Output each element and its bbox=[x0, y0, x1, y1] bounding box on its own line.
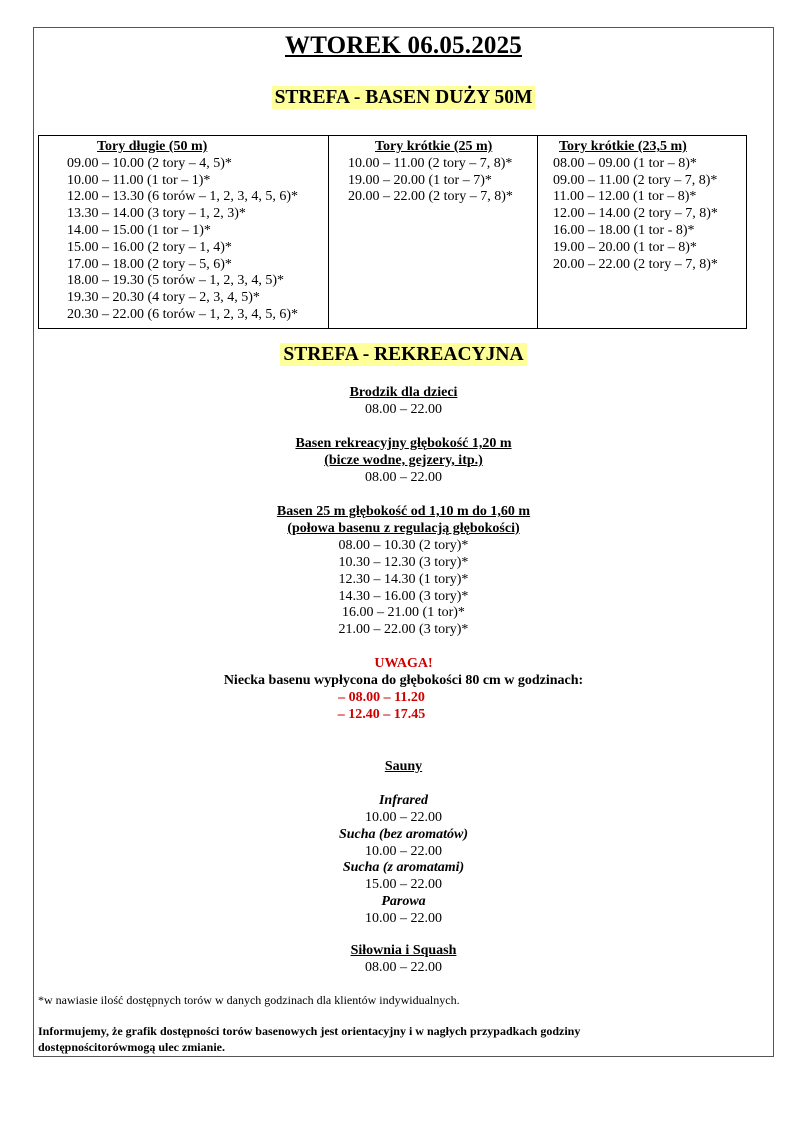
sauna-sucha-bez-name: Sucha (bez aromatów) bbox=[338, 826, 469, 842]
basen25-row: 08.00 – 10.30 (2 tory)* bbox=[338, 537, 469, 553]
lanes-short235-column bbox=[538, 139, 746, 273]
lanes-short235-row: 16.00 – 18.00 (1 tor - 8)* bbox=[553, 222, 695, 238]
lanes-long-row: 19.30 – 20.30 (4 tory – 2, 3, 4, 5)* bbox=[67, 290, 260, 306]
lanes-long-row: 17.00 – 18.00 (2 tory – 5, 6)* bbox=[67, 256, 232, 272]
lanes-short235-row: 08.00 – 09.00 (1 tor – 8)* bbox=[553, 155, 697, 171]
basen25-row: 10.30 – 12.30 (3 tory)* bbox=[338, 554, 469, 570]
lanes-long-row: 14.00 – 15.00 (1 tor – 1)* bbox=[67, 222, 211, 238]
basen120-title: Basen rekreacyjny głębokość 1,20 m bbox=[295, 436, 512, 451]
sauny-section bbox=[34, 759, 773, 928]
page-title: WTOREK 06.05.2025 bbox=[285, 32, 522, 59]
sauny-title: Sauny bbox=[384, 759, 423, 774]
lanes-short235-row: 11.00 – 12.00 (1 tor – 8)* bbox=[553, 189, 697, 205]
niecka-text: Niecka basenu wypłycona do głębokości 80 cm w godzinach: bbox=[223, 672, 584, 688]
lanes-short235-row: 12.00 – 14.00 (2 tory – 7, 8)* bbox=[553, 206, 718, 222]
info-line-2: dostępnościtorówmogą ulec zmianie. bbox=[38, 1040, 225, 1054]
lanes-long-row: 09.00 – 10.00 (2 tory – 4, 5)* bbox=[67, 155, 232, 171]
uwaga-label: UWAGA! bbox=[374, 656, 433, 671]
lanes-long-row: 20.30 – 22.00 (6 torów – 1, 2, 3, 4, 5, 6)* bbox=[67, 306, 298, 322]
brodzik-hours: 08.00 – 22.00 bbox=[365, 401, 442, 417]
lanes-short235-cell bbox=[538, 136, 747, 329]
basen120-hours: 08.00 – 22.00 bbox=[365, 469, 442, 485]
sauna-infrared-hours: 10.00 – 22.00 bbox=[365, 809, 442, 825]
brodzik-title: Brodzik dla dzieci bbox=[349, 385, 458, 400]
basen25-row: 14.30 – 16.00 (3 tory)* bbox=[338, 588, 469, 604]
sauna-parowa-name: Parowa bbox=[381, 894, 426, 910]
brodzik-section bbox=[34, 385, 773, 419]
niecka-time-1: – 08.00 – 11.20 bbox=[338, 689, 425, 705]
lanes-long-row: 18.00 – 19.30 (5 torów – 1, 2, 3, 4, 5)* bbox=[67, 273, 284, 289]
lanes-long-row: 15.00 – 16.00 (2 tory – 1, 4)* bbox=[67, 239, 232, 255]
zone-heading-basen-duzy: STREFA - BASEN DUŻY 50M bbox=[34, 87, 773, 109]
lanes-short25-row: 20.00 – 22.00 (2 tory – 7, 8)* bbox=[348, 189, 513, 205]
footnote: *w nawiasie ilość dostępnych torów w danych godzinach dla klientów indywidualnych. bbox=[38, 993, 460, 1007]
lanes-short25-row: 19.00 – 20.00 (1 tor – 7)* bbox=[348, 172, 492, 188]
lanes-short25-cell bbox=[329, 136, 538, 329]
basen25-title: Basen 25 m głębokość od 1,10 m do 1,60 m bbox=[276, 504, 531, 519]
basen25-row: 21.00 – 22.00 (3 tory)* bbox=[338, 622, 469, 638]
lanes-long-header: Tory długie (50 m) bbox=[97, 139, 208, 154]
niecka-time-2: – 12.40 – 17.45 bbox=[337, 706, 426, 722]
lanes-long-cell bbox=[39, 136, 329, 329]
silownia-hours: 08.00 – 22.00 bbox=[365, 959, 442, 975]
info-note bbox=[38, 1023, 580, 1055]
lanes-short25-row: 10.00 – 11.00 (2 tory – 7, 8)* bbox=[348, 155, 513, 171]
sauna-sucha-z-name: Sucha (z aromatami) bbox=[342, 860, 465, 876]
schedule-frame bbox=[33, 27, 774, 1057]
lanes-long-row: 13.30 – 14.00 (3 tory – 1, 2, 3)* bbox=[67, 206, 246, 222]
lanes-short235-header: Tory krótkie (23,5 m) bbox=[559, 139, 687, 154]
sauna-sucha-bez-hours: 10.00 – 22.00 bbox=[365, 843, 442, 859]
lanes-table bbox=[38, 135, 747, 329]
silownia-section bbox=[34, 943, 773, 977]
basen120-section bbox=[34, 436, 773, 487]
basen120-subtitle: (bicze wodne, gejzery, itp.) bbox=[324, 452, 483, 468]
lanes-short235-row: 20.00 – 22.00 (2 tory – 7, 8)* bbox=[553, 256, 718, 272]
lanes-short235-row: 09.00 – 11.00 (2 tory – 7, 8)* bbox=[553, 172, 718, 188]
basen25-subtitle: (połowa basenu z regulacją głębokości) bbox=[287, 520, 520, 536]
info-line-1: Informujemy, że grafik dostępności torów basenowych jest orientacyjny i w nagłych przypadkach godziny bbox=[38, 1024, 581, 1038]
sauna-sucha-z-hours: 15.00 – 22.00 bbox=[365, 877, 442, 893]
lanes-long-row: 10.00 – 11.00 (1 tor – 1)* bbox=[67, 172, 211, 188]
basen25-row: 16.00 – 21.00 (1 tor)* bbox=[342, 605, 465, 621]
basen25-row: 12.30 – 14.30 (1 tory)* bbox=[338, 571, 469, 587]
lanes-long-column bbox=[39, 139, 328, 324]
silownia-title: Siłownia i Squash bbox=[350, 943, 457, 958]
lanes-long-row: 12.00 – 13.30 (6 torów – 1, 2, 3, 4, 5, 6)* bbox=[67, 189, 298, 205]
zone-heading-rekreacyjna: STREFA - REKREACYJNA bbox=[34, 344, 773, 366]
lanes-short25-header: Tory krótkie (25 m) bbox=[375, 139, 493, 154]
sauna-infrared-name: Infrared bbox=[378, 792, 428, 808]
lanes-short25-column bbox=[329, 139, 537, 206]
basen25-section bbox=[34, 504, 773, 639]
sauna-parowa-hours: 10.00 – 22.00 bbox=[365, 911, 442, 927]
uwaga-section bbox=[34, 656, 773, 724]
lanes-short235-row: 19.00 – 20.00 (1 tor – 8)* bbox=[553, 239, 697, 255]
